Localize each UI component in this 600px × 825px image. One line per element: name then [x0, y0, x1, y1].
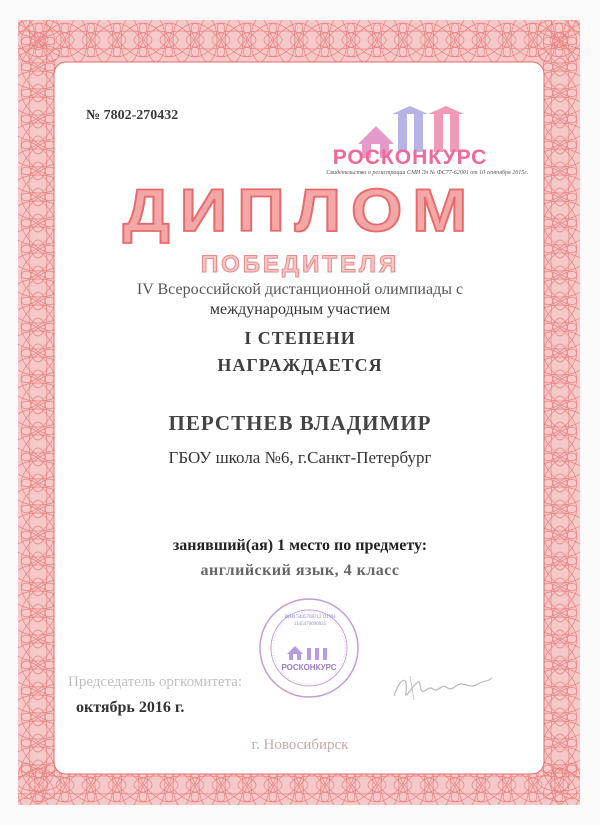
chair-label: Председатель оргкомитета: [68, 674, 243, 690]
international-line: международным участием [209, 301, 391, 318]
stamp-brand: РОСКОНКУРС [281, 663, 337, 672]
diploma-number: № 7802-270432 [86, 108, 179, 123]
chair-signature [388, 664, 498, 708]
issue-date: октябрь 2016 г. [76, 699, 185, 716]
recipient-name: ПЕРСТНЕВ ВЛАДИМИР [168, 411, 432, 435]
school-line: ГБОУ школа №6, г.Санкт-Петербург [168, 448, 432, 467]
registration-note: Свидетельство о регистрации СМИ Эл № ФС77-62001 от 10 сентября 2015г. [326, 170, 528, 176]
place-line: занявший(ая) 1 место по предмету: [172, 537, 428, 554]
awarded-line: НАГРАЖДАЕТСЯ [217, 355, 383, 375]
diploma-title: ДИПЛОМ [122, 175, 478, 245]
city-line: г. Новосибирск [251, 737, 349, 753]
olympiad-line: IV Всероссийской дистанционной олимпиады с [136, 281, 464, 298]
stamp-inn: ИНН 5405708712 ОГРН 1145476090925 [284, 615, 336, 627]
degree-line: I СТЕПЕНИ [244, 328, 356, 348]
logo-wordmark: РОСКОНКУРС [332, 146, 488, 169]
organization-stamp [257, 596, 361, 700]
diploma-subtitle: ПОБЕДИТЕЛЯ [200, 251, 400, 278]
subject-line: английский язык, 4 класс [200, 562, 400, 579]
